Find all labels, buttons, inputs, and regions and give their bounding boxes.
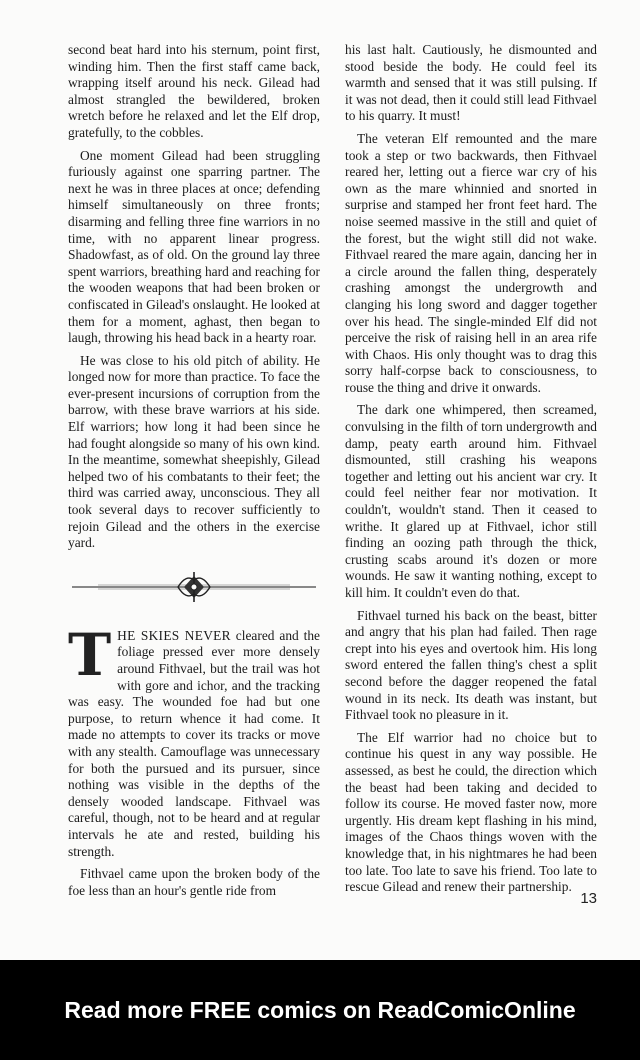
paragraph: He was close to his old pitch of ability. He longed now for more than practice. To face the ever-present incursions of corruption from the barrow, with these brave warriors at his side. Elf warriors; how long it had been since he had fought alongside so many of his own kind. In the meantime, somewhat sheepishly, Gilead helped two of his combatants to their feet; the third was carried away, unconscious. They all took several days to recover sufficiently to rejoin Gilead and the others in the exercise yard. <box>68 352 320 551</box>
paragraph: Fithvael came upon the broken body of the foe less than an hour's gentle ride from <box>68 866 320 898</box>
paragraph: The veteran Elf remounted and the mare took a step or two backwards, then Fithvael reared her, letting out a fierce war cry of his own as the mare whinnied and snorted in surprise and stamped her front feet hard. The noise seemed massive in the still and quiet of the forest, but the wight still did not wake. Fithvael reared the mare again, dancing her in a circle around the fallen thing, desperately crashing amongst the undergrowth and clanging his long sword and dagger together over his head. The single-minded Elf did not perceive the risk of raising hell in an area rife with Chaos. His only thought was to drag this sorry half-corpse back to consciousness, to rouse the thing and drive it onwards. <box>345 130 597 395</box>
left-column <box>68 42 320 905</box>
paragraph: The dark one whimpered, then screamed, convulsing in the filth of torn undergrowth and damp, peaty earth around him. Fithvael dismounted, still crashing his weapons together and letting out his ancient war cry. It could feel neither fear nor motivation. It couldn't, wouldn't stand. Then it ceased to writhe. It glared up at Fithvael, ichor still finding an oozing path through the thick, crusting scabs around it's dozen or more wounds. He saw it wanting nothing, except to kill him. It couldn't even do that. <box>345 402 597 600</box>
read-more-link[interactable]: Read more FREE comics on ReadComicOnline <box>64 996 576 1023</box>
ornamental-sword-divider-icon <box>68 570 320 604</box>
right-column <box>345 42 597 902</box>
footer-banner <box>0 960 640 1060</box>
dropcap-paragraph-text: cleared and the foliage pressed ever more densely around Fithvael, but the trail was hot with gore and ichor, and the tracking was easy. The wounded foe had but one purpose, to return whence it had come. It made no attempts to cover its tracks or move with any stealth. Camouflage was unnecessary for both the pursued and its pursuer, since nothing was visible in the depths of the densely wooded landscape. Fithvael was careful, though, not to be heard and at regular intervals he ate and rested, building his strength. <box>68 627 320 859</box>
page-number: 13 <box>580 890 597 907</box>
paragraph: The Elf warrior had no choice but to continue his quest in any way possible. He assessed, as best he could, the direction which the beast had been taking and decided to follow its course. He moved faster now, more urgently. His dream kept flashing in his mind, images of the Chaos things woven with the knowledge that, in his nightmares he had been too late. Too late to save his friend. Too late to rescue Gilead and renew their partnership. <box>345 729 597 895</box>
smallcaps-opening: HE SKIES NEVER <box>117 627 231 643</box>
dropcap-paragraph <box>68 620 320 860</box>
drop-cap: T <box>68 620 112 689</box>
paragraph: One moment Gilead had been struggling furiously against one sparring partner. The next he was in three places at once; defending himself simultaneously on three fronts; disarming and felling three fine warriors in no time, with no apparent linear progress. Shadowfast, as of old. On the ground lay three spent warriors, breathing hard and reaching for the wooden weapons that had been broken or confiscated in Gilead's onslaught. He looked at them for a moment, aghast, then began to laugh, throwing his head back in a hearty roar. <box>68 147 320 346</box>
paragraph: second beat hard into his sternum, point first, winding him. Then the first staff came back, wrapping itself around his neck. Gilead had almost strangled the bewildered, broken wretch before he relaxed and let the Elf drop, gratefully, to the cobbles. <box>68 42 320 140</box>
paragraph: Fithvael turned his back on the beast, bitter and angry that his plan had failed. Then rage crept into his eyes and overtook him. His long sword entered the fallen thing's chest a split second before the dagger reopened the fatal wound in its neck. Its death was instant, but Fithvael took no pleasure in it. <box>345 607 597 723</box>
paragraph: his last halt. Cautiously, he dismounted and stood beside the body. He could feel its warmth and sensed that it was still pulsing. If it was not dead, then it could still lead Fithvael to his quarry. It must! <box>345 42 597 124</box>
